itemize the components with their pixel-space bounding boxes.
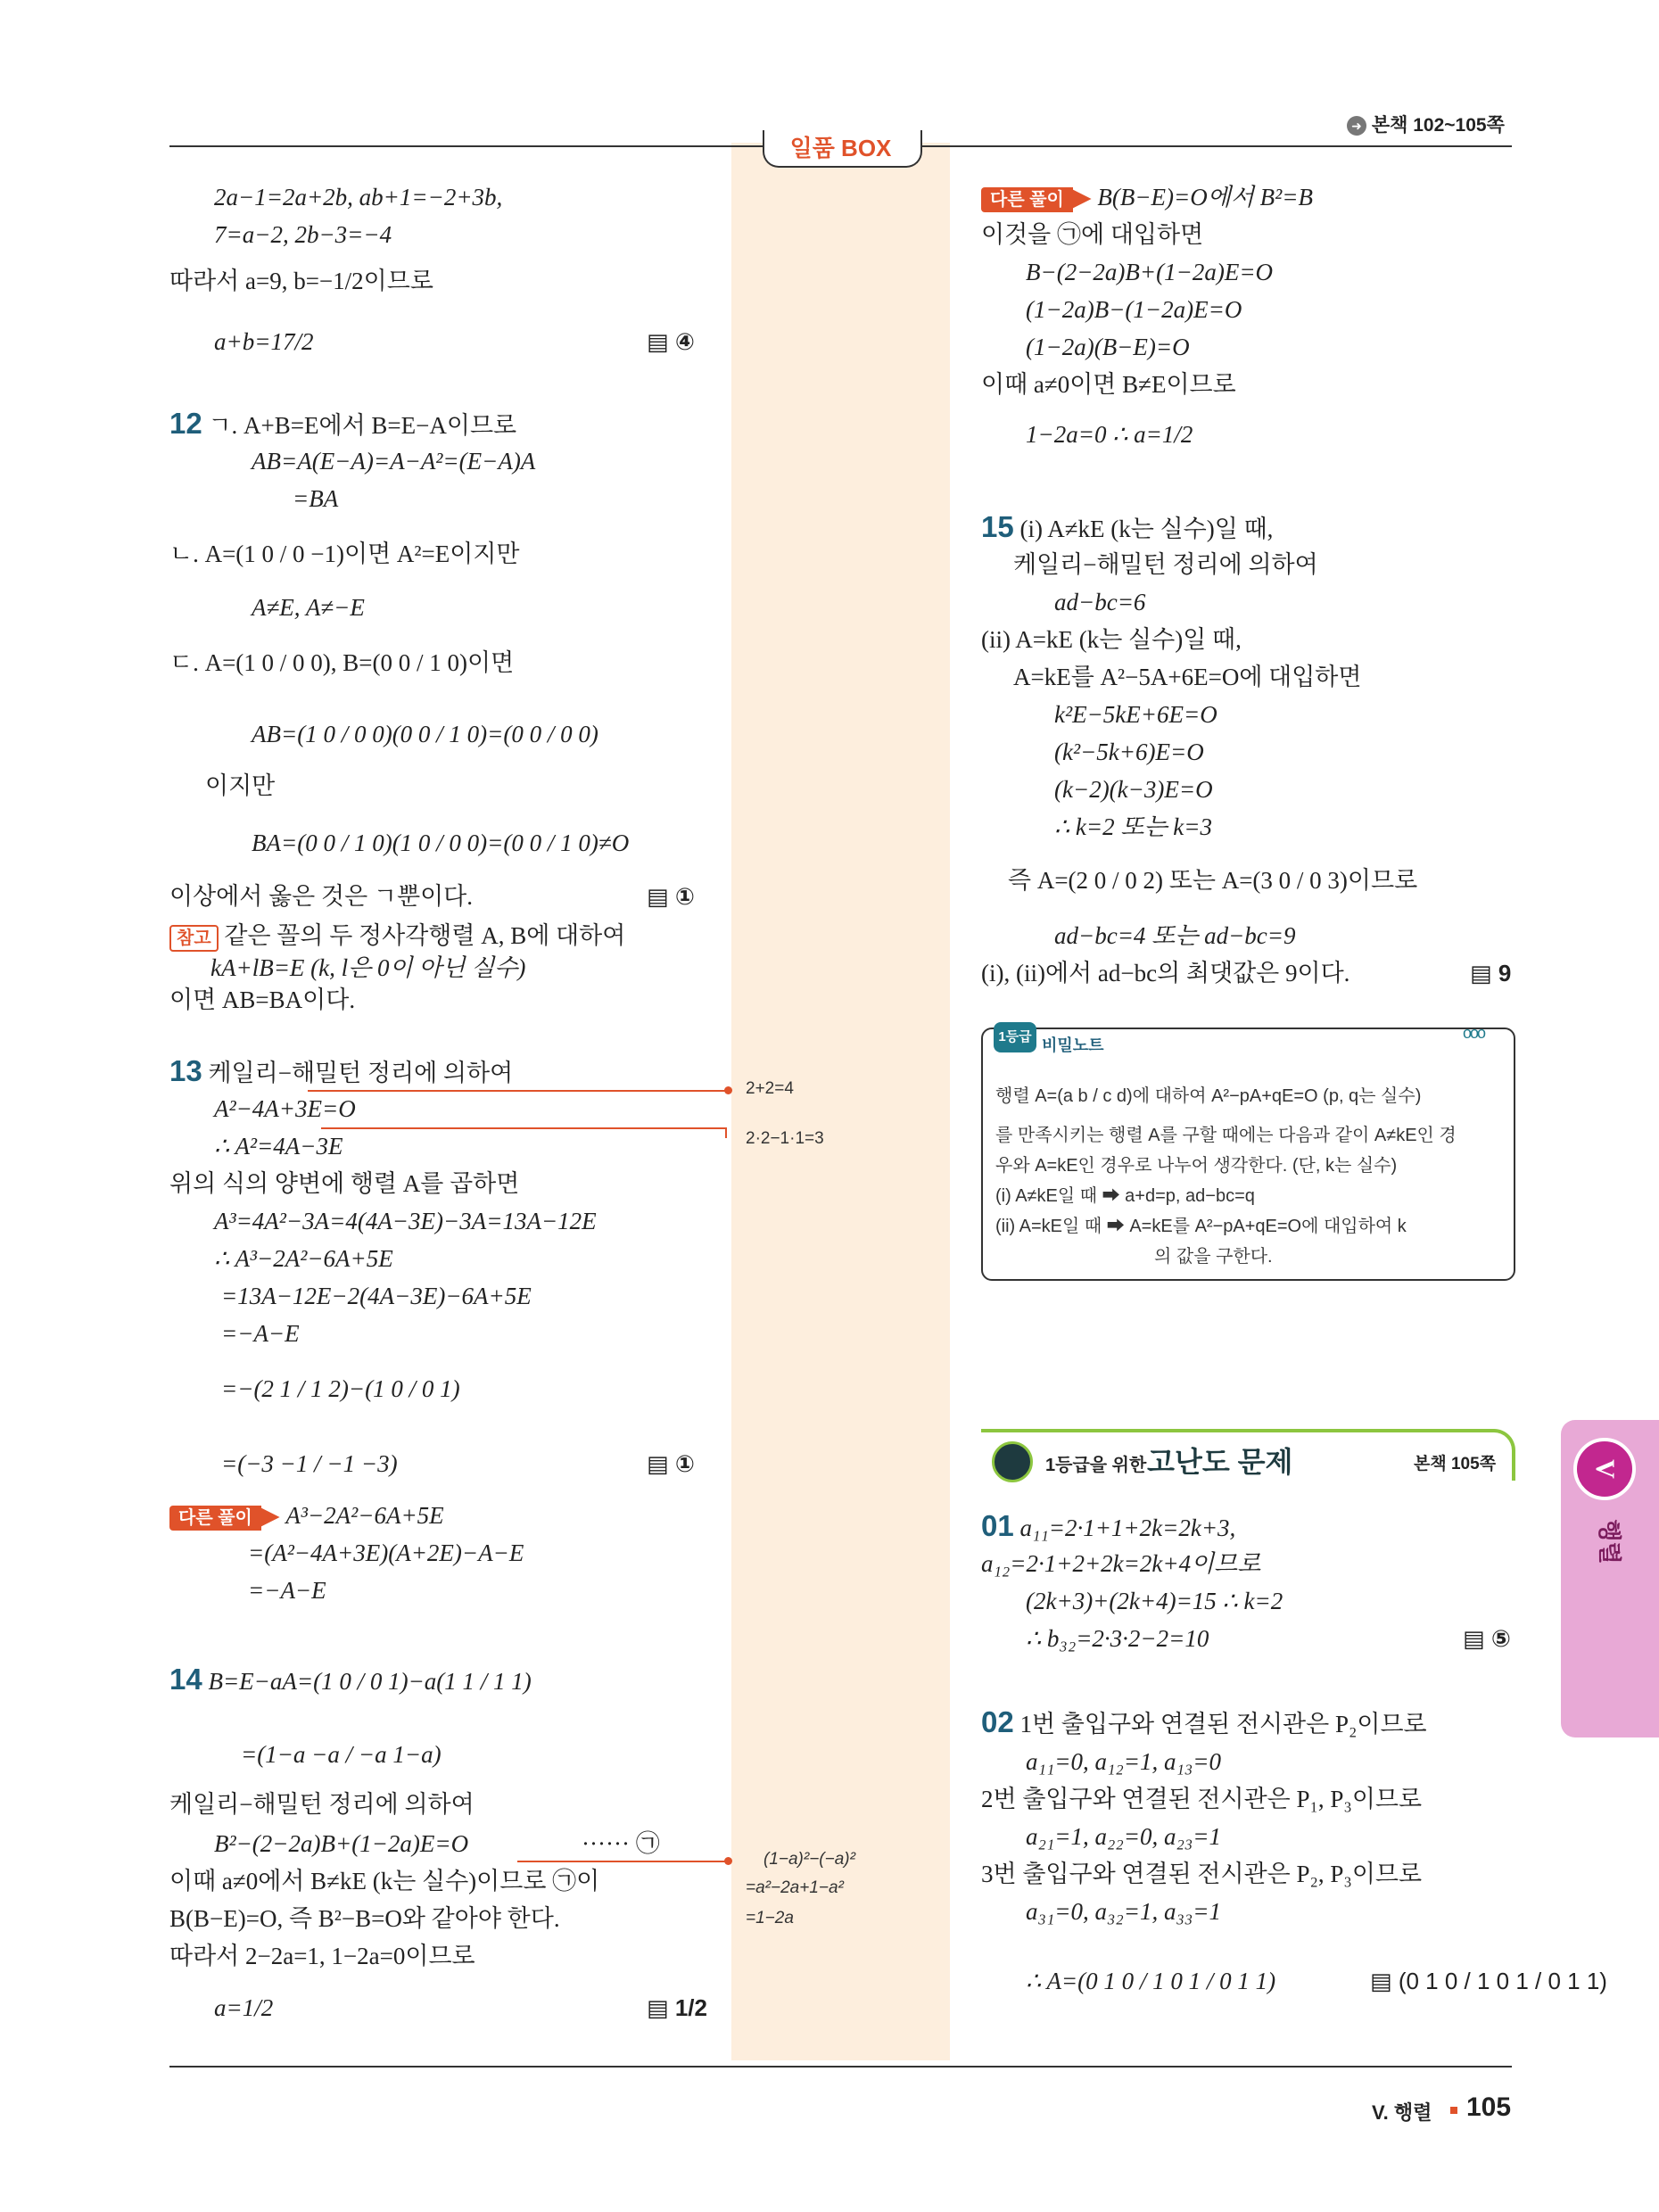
p12-line7: AB=(1 0 / 0 0)(0 0 / 1 0)=(0 0 / 0 0): [252, 721, 598, 747]
h01-answer: [1463, 1623, 1511, 1654]
p12-line8: 이지만: [205, 772, 276, 799]
h02-line2: a₁₁=0, a₁₂=1, a₁₃=0: [1026, 1748, 1221, 1775]
chapter-tab-numeral: V: [1590, 1459, 1620, 1479]
p12-ref: [169, 920, 625, 952]
p14-line5: 이때 a≠0에서 B≠kE (k는 실수)이므로 ㉠이: [169, 1868, 600, 1894]
p12-number: 12: [169, 407, 202, 440]
p11-line2: 7=a−2, 2b−3=−4: [214, 221, 392, 248]
answer-icon: ▤: [647, 328, 669, 355]
footer-chapter: V. 행렬: [1372, 2101, 1432, 2124]
ref-tag: 참고: [169, 925, 219, 952]
p12-ref3: 이면 AB=BA이다.: [169, 986, 356, 1013]
alt14-line4: (1−2a)B−(1−2a)E=O: [1026, 296, 1242, 323]
p13-alt2: =(A²−4A+3E)(A+2E)−A−E: [248, 1539, 524, 1566]
p15-line1: (i) A≠kE (k는 실수)일 때,: [1019, 516, 1274, 542]
p13-line5: A³=4A²−3A=4(4A−3E)−3A=13A−12E: [214, 1208, 597, 1234]
leader-dot-3: [724, 1857, 732, 1865]
leader-dot-1: [724, 1086, 732, 1094]
p15-line4: (ii) A=kE (k는 실수)일 때,: [981, 626, 1242, 653]
h02-line7: ∴ A=(0 1 0 / 1 0 1 / 0 1 1): [1026, 1968, 1276, 1994]
p15-line12: (i), (ii)에서 ad−bc의 최댓값은 9이다.: [981, 960, 1350, 986]
p13-alt: 다른 풀이 ▶ A³−2A²−6A+5E: [169, 1500, 444, 1531]
hard-header-ref: 본책 105쪽: [1414, 1455, 1497, 1473]
footer-square-icon: [1450, 2107, 1457, 2114]
p12-line1: ㄱ. A+B=E에서 B=E−A이므로: [208, 412, 517, 439]
secret-note-badge: 1등급: [994, 1022, 1036, 1052]
h02-number: 02: [981, 1705, 1014, 1738]
secret-line5: (ii) A=kE일 때 ➡ A=kE를 A²−pA+qE=O에 대입하여 k: [995, 1217, 1407, 1236]
p14-line4: B²−(2−2a)B+(1−2a)E=O: [214, 1830, 469, 1857]
p14-note1: (1−a)²−(−a)²: [763, 1850, 855, 1869]
h01-line4: ∴ b₃₂=2·3·2−2=10: [1026, 1625, 1209, 1652]
alt14: 다른 풀이 ▶ B(B−E)=O에서 B²=B: [981, 182, 1313, 212]
p15-line8: (k−2)(k−3)E=O: [1054, 776, 1213, 803]
h02-line6: a₃₁=0, a₃₂=1, a₃₃=1: [1026, 1898, 1221, 1925]
box-title: 일품 BOX: [789, 135, 892, 161]
hard-header-pre: 1등급을 위한: [1045, 1456, 1147, 1475]
p13-line9: =−(2 1 / 1 2)−(1 0 / 0 1): [221, 1375, 460, 1402]
p13-note2: 2·2−1·1=3: [746, 1129, 824, 1148]
p15-line7: (k²−5k+6)E=O: [1054, 739, 1204, 765]
h01-answer-value: ⑤: [1490, 1625, 1511, 1652]
footer-page-number: 105: [1466, 2092, 1512, 2122]
leader-line-3: [517, 1861, 727, 1862]
answer-icon: ▤: [1370, 1968, 1392, 1994]
h02-line4: a₂₁=1, a₂₂=0, a₂₃=1: [1026, 1823, 1221, 1850]
footer-rule: [169, 2066, 1512, 2068]
p11-line3: 따라서 a=9, b=−1/2이므로: [169, 268, 433, 294]
header-ref-text: 본책 102~105쪽: [1371, 115, 1505, 136]
header-ref: [1347, 111, 1505, 137]
p13-line8: =−A−E: [221, 1320, 300, 1347]
alt14-line2: 이것을 ㉠에 대입하면: [981, 221, 1204, 248]
chapter-tab-label: 행렬: [1596, 1519, 1623, 1564]
p14-note3: =1−2a: [746, 1909, 794, 1927]
p14-line2: =(1−a −a / −a 1−a): [241, 1741, 442, 1768]
alt14-line6: 이때 a≠0이면 B≠E이므로: [981, 371, 1236, 398]
answer-icon: ▤: [647, 1450, 669, 1477]
p15-line11: ad−bc=4 또는 ad−bc=9: [1054, 922, 1296, 949]
h02-answer: [1370, 1966, 1607, 1996]
p15-answer: [1470, 958, 1511, 988]
p14-note2: =a²−2a+1−a²: [746, 1878, 844, 1897]
h02-line3: 2번 출입구와 연결된 전시관은 P₁, P₃이므로: [981, 1786, 1423, 1812]
answer-icon: ▤: [1470, 960, 1492, 986]
h01-line1: a₁₁=2·1+1+2k=2k+3,: [1019, 1515, 1236, 1541]
answer-icon: ▤: [1463, 1625, 1485, 1652]
p14-line8: a=1/2: [214, 1994, 274, 2021]
p11-line4: a+b=17/2: [214, 328, 314, 355]
p15-line10: 즉 A=(2 0 / 0 2) 또는 A=(3 0 / 0 3)이므로: [1008, 867, 1418, 894]
p13-alt1: A³−2A²−6A+5E: [285, 1502, 444, 1529]
p13-line2: A²−4A+3E=O: [214, 1095, 356, 1122]
p12: [169, 409, 516, 441]
p13-answer: [647, 1449, 695, 1479]
alt-solution-tag: 다른 풀이: [169, 1506, 261, 1531]
p14-line6: B(B−E)=O, 즉 B²−B=O와 같아야 한다.: [169, 1905, 560, 1932]
p13-line10: =(−3 −1 / −1 −3): [221, 1450, 398, 1477]
p11-answer-value: ④: [674, 328, 695, 355]
arrow-circle-icon: ➜: [1347, 116, 1366, 136]
p13-alt3: =−A−E: [248, 1577, 326, 1604]
alt14-line7: 1−2a=0 ∴ a=1/2: [1026, 421, 1193, 448]
p11-line1: 2a−1=2a+2b, ab+1=−2+3b,: [214, 184, 503, 210]
p12-ref2: kA+lB=E (k, l은 0이 아닌 실수): [210, 954, 526, 981]
p12-line6: ㄷ. A=(1 0 / 0 0), B=(0 0 / 1 0)이면: [169, 649, 515, 676]
p13-answer-value: ①: [674, 1450, 695, 1477]
alt14-line3: B−(2−2a)B+(1−2a)E=O: [1026, 259, 1274, 285]
box-column-bg: [731, 143, 950, 2060]
p13-line3: ∴ A²=4A−3E: [214, 1133, 343, 1160]
p15-line2: 케일리−해밀턴 정리에 의하여: [1013, 551, 1318, 578]
h02-line5: 3번 출입구와 연결된 전시관은 P₂, P₃이므로: [981, 1861, 1423, 1887]
p14-line7: 따라서 2−2a=1, 1−2a=0이므로: [169, 1943, 475, 1969]
alt-solution-tag: 다른 풀이: [981, 187, 1073, 212]
p14-mark: ······ ㉠: [582, 1830, 660, 1857]
p12-line2: AB=A(E−A)=A−A²=(E−A)A: [252, 448, 536, 475]
p12-line9: BA=(0 0 / 1 0)(1 0 / 0 0)=(0 0 / 1 0)≠O: [252, 830, 630, 856]
h02: [981, 1707, 1427, 1739]
p15-number: 15: [981, 510, 1014, 543]
p12-line5: A≠E, A≠−E: [252, 594, 365, 621]
h01-number: 01: [981, 1509, 1014, 1542]
p13-line6: ∴ A³−2A²−6A+5E: [214, 1245, 393, 1272]
p15-answer-value: 9: [1498, 960, 1512, 986]
secret-line6: 의 값을 구한다.: [1154, 1247, 1273, 1267]
answer-icon: ▤: [647, 883, 669, 910]
p14-number: 14: [169, 1663, 202, 1696]
p15: [981, 512, 1273, 544]
h01-line3: (2k+3)+(2k+4)=15 ∴ k=2: [1026, 1588, 1283, 1614]
hard-header-icon: [992, 1441, 1033, 1482]
alt14-line5: (1−2a)(B−E)=O: [1026, 334, 1190, 360]
p13-line7: =13A−12E−2(4A−3E)−6A+5E: [221, 1283, 532, 1309]
answer-icon: ▤: [647, 1994, 669, 2021]
p12-answer-value: ①: [674, 883, 695, 910]
p15-line5: A=kE를 A²−5A+6E=O에 대입하면: [1013, 664, 1362, 690]
leader-line-2: [321, 1127, 727, 1129]
h01-line2: a₁₂=2·1+2+2k=2k+4이므로: [981, 1550, 1261, 1577]
secret-line1: 행렬 A=(a b / c d)에 대하여 A²−pA+qE=O (p, q는 실수): [995, 1086, 1422, 1106]
p13-line1: 케일리−해밀턴 정리에 의하여: [208, 1060, 514, 1086]
leader-line-1: [308, 1090, 727, 1092]
p13-number: 13: [169, 1054, 202, 1087]
p12-line4: ㄴ. A=(1 0 / 0 −1)이면 A²=E이지만: [169, 541, 520, 567]
leader-drop-2: [725, 1127, 727, 1138]
h01: [981, 1511, 1235, 1543]
p14-answer: [647, 1993, 707, 2023]
p13: [169, 1056, 513, 1088]
p14-line3: 케일리−해밀턴 정리에 의하여: [169, 1791, 475, 1818]
p15-line6: k²E−5kE+6E=O: [1054, 701, 1217, 728]
p13-line4: 위의 식의 양변에 행렬 A를 곱하면: [169, 1170, 520, 1197]
secret-line2: 를 만족시키는 행렬 A를 구할 때에는 다음과 같이 A≠kE인 경: [995, 1126, 1457, 1145]
p14-answer-value: 1/2: [674, 1994, 707, 2021]
p13-note1: 2+2=4: [746, 1079, 794, 1098]
alt14-line1: B(B−E)=O에서 B²=B: [1097, 184, 1313, 210]
p12-line3: =BA: [293, 485, 339, 512]
p12-answer: [647, 881, 695, 912]
p14-line1: B=E−aA=(1 0 / 0 1)−a(1 1 / 1 1): [208, 1668, 532, 1695]
secret-line3: 우와 A=kE인 경우로 나누어 생각한다. (단, k는 실수): [995, 1156, 1398, 1176]
h02-line1: 1번 출입구와 연결된 전시관은 P₂이므로: [1019, 1711, 1427, 1737]
h02-answer-value: (0 1 0 / 1 0 1 / 0 1 1): [1398, 1968, 1607, 1994]
secret-note-title: 비밀노트: [1042, 1036, 1104, 1054]
p14: [169, 1664, 532, 1696]
p15-line9: ∴ k=2 또는 k=3: [1054, 813, 1212, 840]
p12-ref1: 같은 꼴의 두 정사각행렬 A, B에 대하여: [224, 922, 626, 949]
p11-answer: [647, 326, 695, 357]
hard-header-title: 고난도 문제: [1147, 1446, 1293, 1478]
secret-line4: (i) A≠kE일 때 ➡ a+d=p, ad−bc=q: [995, 1186, 1255, 1206]
secret-note-deco: ooo: [1463, 1024, 1485, 1042]
p15-line3: ad−bc=6: [1054, 589, 1146, 615]
p12-line10: 이상에서 옳은 것은 ㄱ뿐이다.: [169, 883, 473, 910]
